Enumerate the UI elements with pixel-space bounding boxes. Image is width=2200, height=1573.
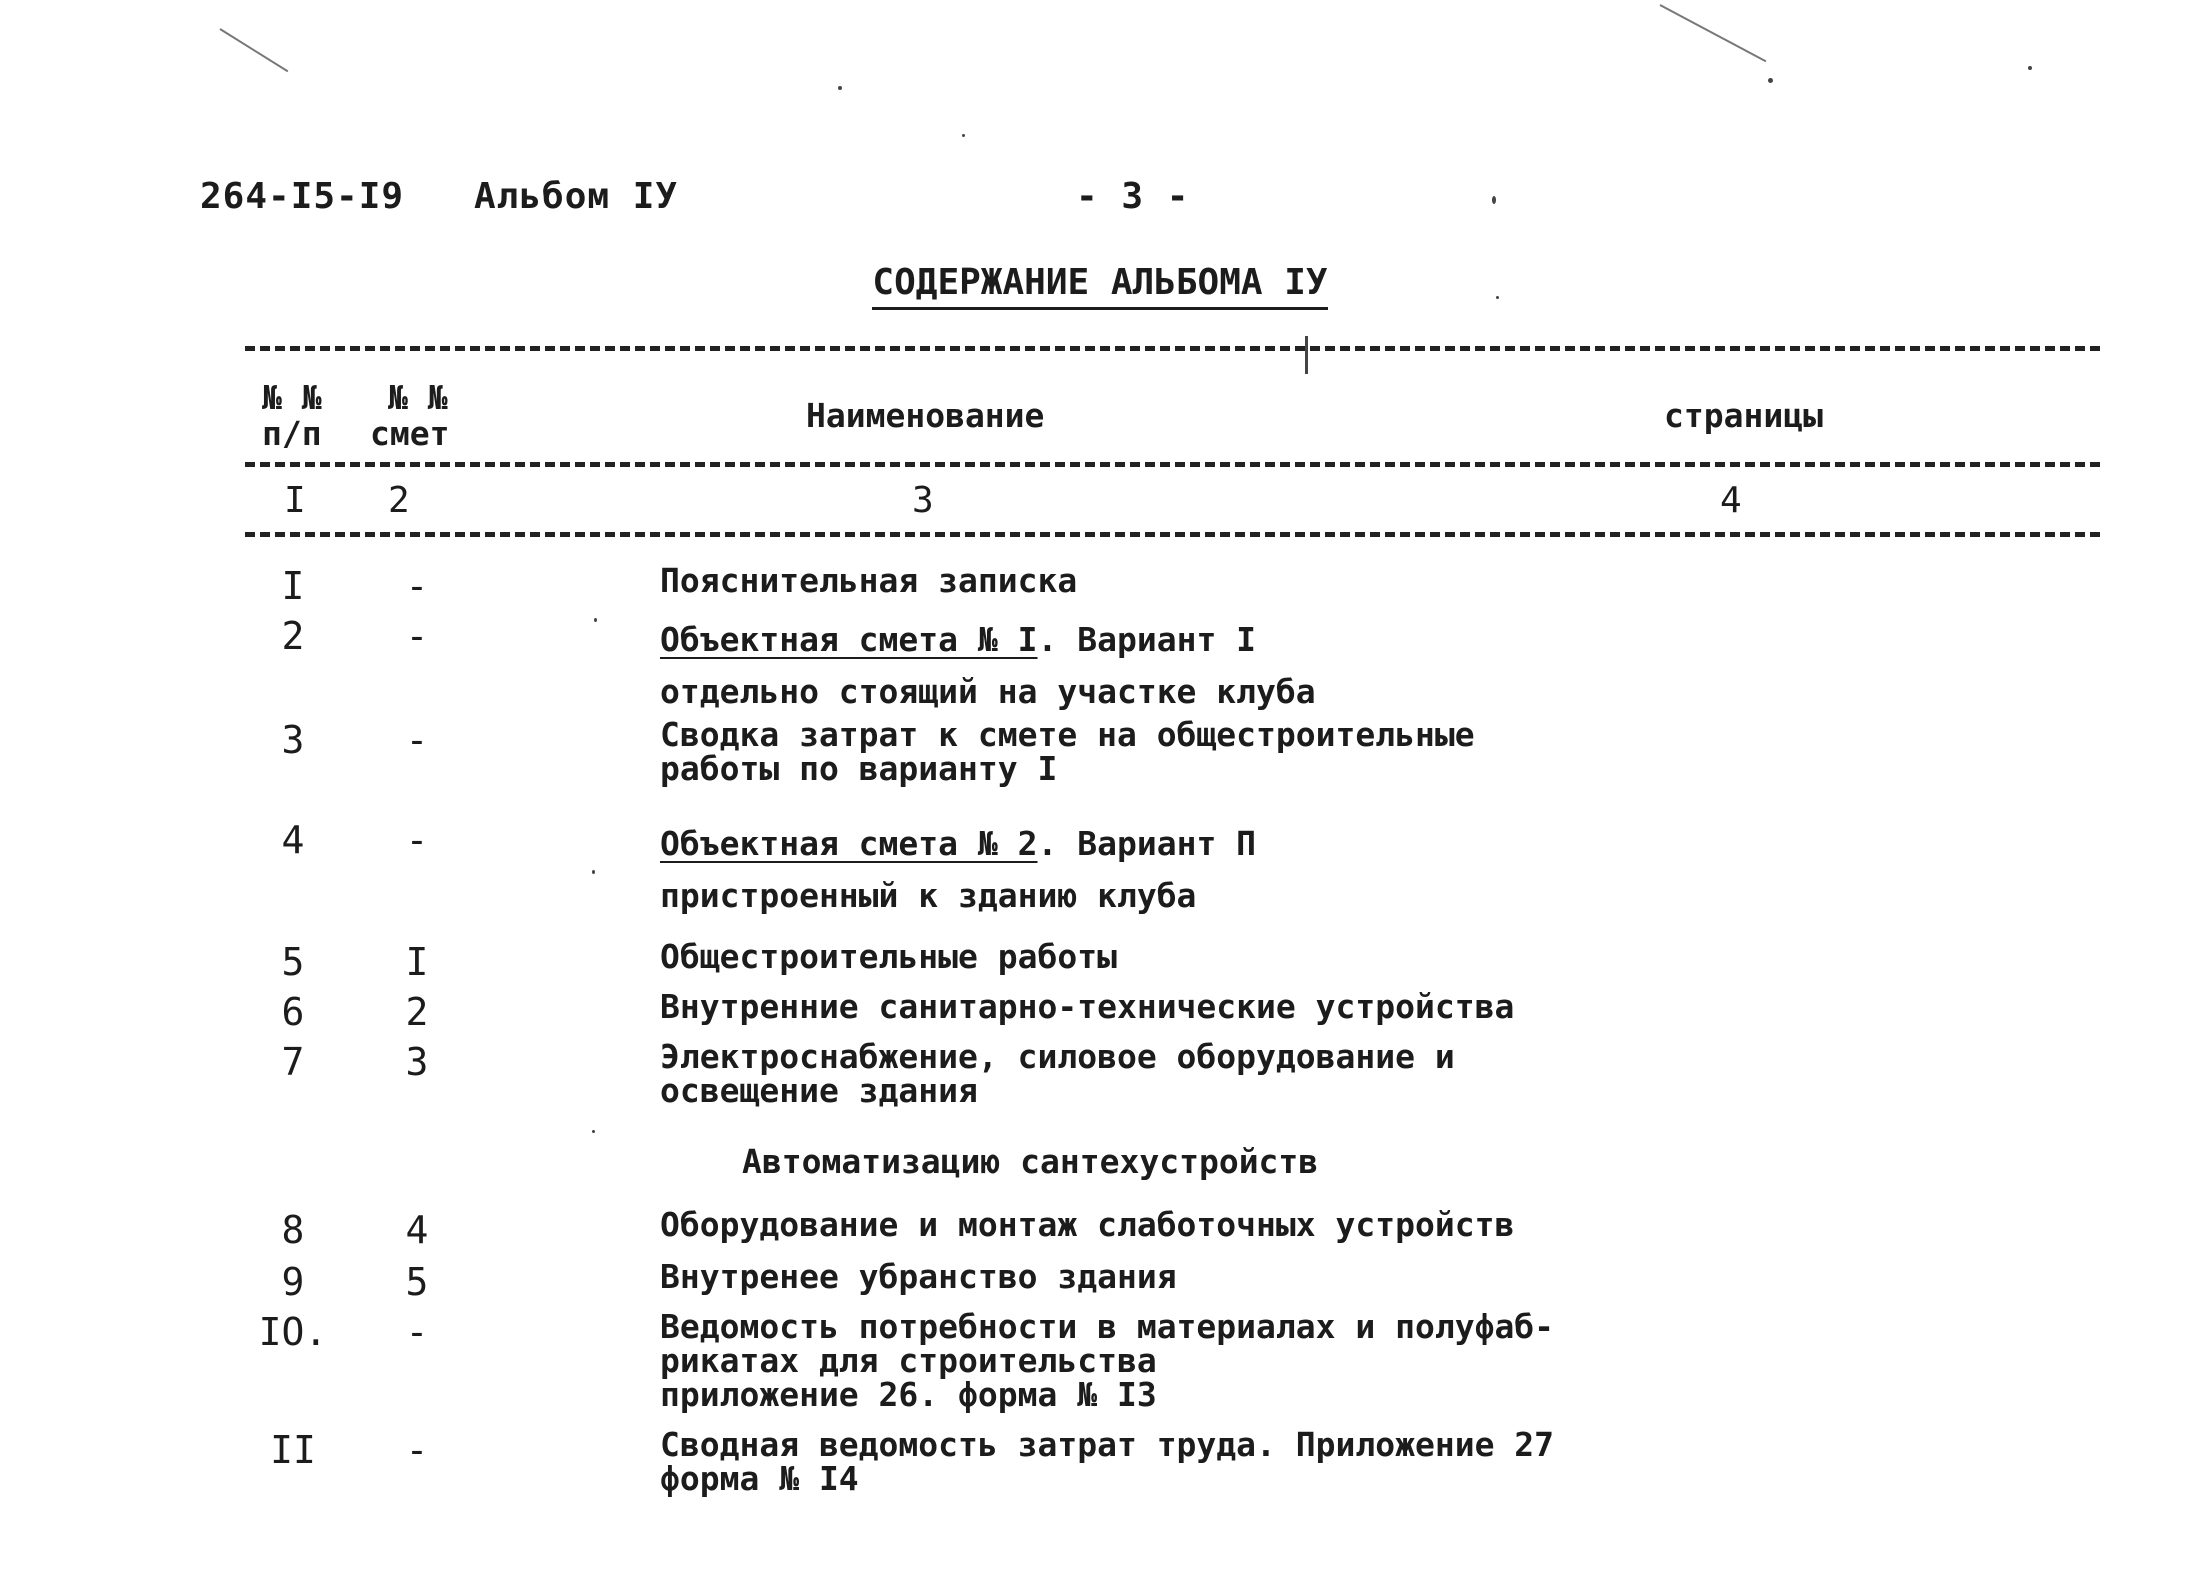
row-number: 5 — [281, 940, 305, 984]
scan-scratch — [219, 28, 288, 72]
col-header-no-line2: п/п — [262, 414, 322, 453]
row-smeta: - — [405, 564, 429, 608]
column-number: 3 — [912, 480, 934, 521]
row-name-line: приложение 26. форма № I3 — [660, 1375, 1157, 1414]
page-number: - 3 - — [1076, 176, 1190, 217]
row-name-line: работы по варианту I — [660, 749, 1058, 788]
col-header-name: Наименование — [806, 396, 1045, 435]
row-number: 8 — [281, 1208, 305, 1252]
scan-speck — [592, 1130, 595, 1133]
row-name-line: отдельно стоящий на участке клуба — [660, 672, 1316, 711]
row-smeta: - — [405, 818, 429, 862]
row-name-line: Пояснительная записка — [660, 561, 1078, 600]
row-name-line: Общестроительные работы — [660, 937, 1117, 976]
table-rule-middle — [245, 462, 2100, 467]
row-name-line: Оборудование и монтаж слаботочных устройств — [660, 1205, 1515, 1244]
scan-speck — [962, 134, 965, 137]
row-smeta: - — [405, 1310, 429, 1354]
row-name — [660, 614, 1316, 718]
row-number: 7 — [281, 1040, 305, 1084]
row-name-line: Внутренние санитарно-технические устройства — [660, 987, 1515, 1026]
row-number: IO. — [258, 1310, 328, 1354]
column-number: 4 — [1720, 480, 1742, 521]
row-number: 3 — [281, 718, 305, 762]
scan-speck — [2028, 66, 2032, 70]
row-smeta: 5 — [405, 1260, 429, 1304]
row-number: 6 — [281, 990, 305, 1034]
row-name-line: Сводка затрат к смете на общестроительные — [660, 715, 1475, 754]
row-smeta: - — [405, 718, 429, 762]
page-title — [0, 262, 2200, 303]
row-name-line — [660, 614, 1316, 666]
row-name — [660, 1205, 1515, 1244]
row-name — [660, 937, 1117, 976]
row-number: 2 — [281, 614, 305, 658]
row-name-line: форма № I4 — [660, 1459, 859, 1498]
row-name — [660, 987, 1515, 1026]
row-name-rest: . Вариант I — [1037, 620, 1257, 659]
row-smeta: I — [405, 940, 429, 984]
row-name-line: Сводная ведомость затрат труда. Приложение 27 — [660, 1425, 1555, 1464]
row-name-line: рикатах для строительства — [660, 1341, 1157, 1380]
row-name-line: Ведомость потребности в материалах и полуфаб- — [660, 1307, 1555, 1346]
row-name — [660, 561, 1078, 600]
page-title-text: СОДЕРЖАНИЕ АЛЬБОМА IУ — [872, 262, 1327, 310]
scan-scratch — [1660, 4, 1767, 62]
scan-speck — [838, 86, 842, 90]
album-label: Альбом IУ — [474, 176, 679, 217]
row-number: I — [281, 564, 305, 608]
row-number: 4 — [281, 818, 305, 862]
row-name — [660, 1307, 1555, 1414]
row-name-line — [660, 818, 1256, 870]
row-smeta: - — [405, 614, 429, 658]
scan-speck — [1768, 78, 1773, 83]
row-name — [660, 818, 1256, 922]
col-header-no-line1: № № — [262, 378, 322, 417]
document-code: 264-I5-I9 — [200, 176, 405, 217]
row-name-line: освещение здания — [660, 1071, 978, 1110]
row-number: II — [270, 1428, 316, 1472]
table-rule-bottom — [245, 532, 2100, 537]
row-name — [660, 1257, 1177, 1296]
scan-speck — [592, 870, 595, 874]
row-name-line: пристроенный к зданию клуба — [660, 876, 1197, 915]
section-heading: Автоматизацию сантехустройств — [742, 1142, 1319, 1181]
scan-speck — [1305, 336, 1308, 374]
row-smeta: 2 — [405, 990, 429, 1034]
scan-speck — [594, 618, 597, 622]
row-number: 9 — [281, 1260, 305, 1304]
row-smeta: 3 — [405, 1040, 429, 1084]
row-smeta: 4 — [405, 1208, 429, 1252]
row-name — [660, 715, 1475, 788]
row-name-line: Электроснабжение, силовое оборудование и — [660, 1037, 1455, 1076]
col-header-smeta-line2: смет — [370, 414, 450, 453]
row-name-underlined: Объектная смета № I — [660, 620, 1038, 659]
column-number: 2 — [388, 480, 410, 521]
row-smeta: - — [405, 1428, 429, 1472]
column-number: I — [284, 480, 306, 521]
row-name — [660, 1037, 1455, 1110]
row-name-rest: . Вариант П — [1037, 824, 1257, 863]
row-name-line: Внутренее убранство здания — [660, 1257, 1177, 1296]
row-name — [660, 1425, 1555, 1498]
row-name-underlined: Объектная смета № 2 — [660, 824, 1038, 863]
table-rule-top — [245, 346, 2100, 351]
col-header-smeta-line1: № № — [388, 378, 448, 417]
scan-speck — [1492, 196, 1496, 204]
col-header-pages: страницы — [1664, 396, 1823, 435]
